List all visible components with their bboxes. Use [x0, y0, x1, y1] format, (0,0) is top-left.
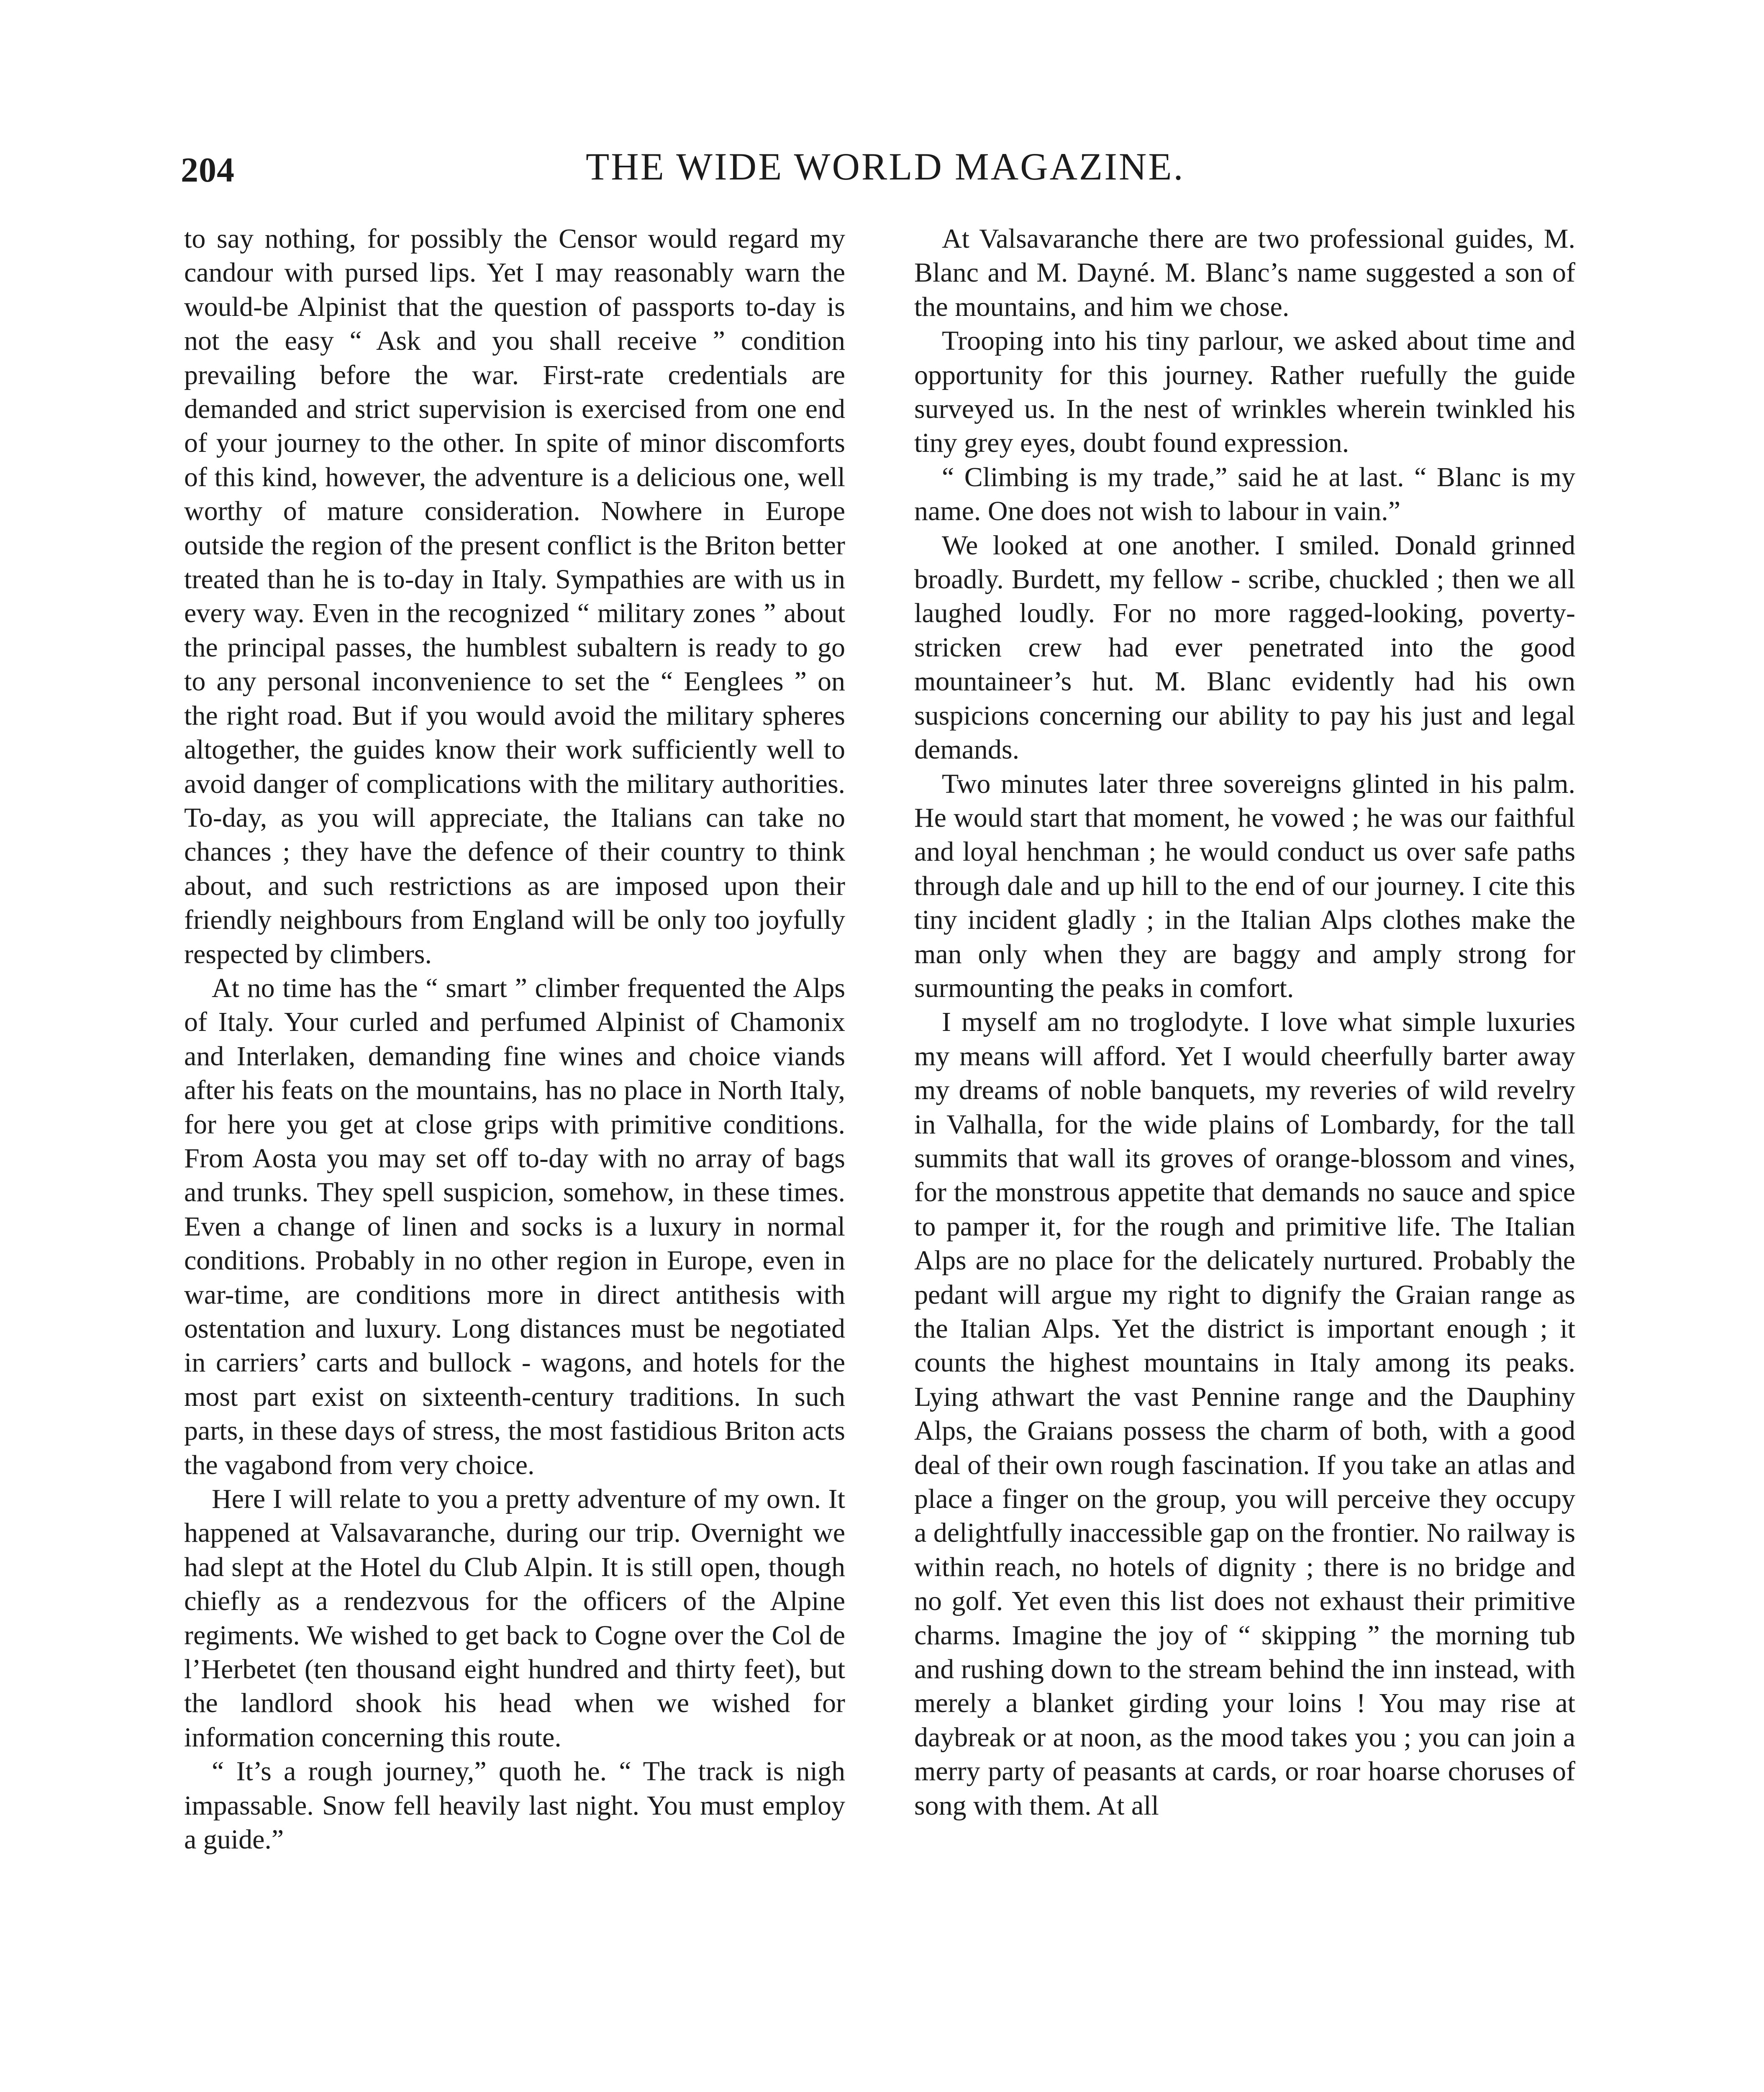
left-column: [184, 222, 845, 1857]
paragraph: Here I will relate to you a pretty adventure of my own. It happened at Valsavaranche, during our trip. Overnight we had slept at the Hotel du Club Alpin. It is still open, though chiefly as a rendezvous for the officers of the Alpine regiments. We wished to get back to Cogne over the Col de l’Herbetet (ten thousand eight hundred and thirty feet), but the landlord shook his head when we wished for information concerning this route.: [184, 1484, 845, 1753]
paragraph: Two minutes later three sovereigns glinted in his palm. He would start that moment, he vowed ; he was our faithful and loyal henchman ; he would conduct us over safe paths through dale and up hill to the end of our journey. I cite this tiny incident gladly ; in the Italian Alps clothes make the man only when they are baggy and amply strong for surmounting the peaks in comfort.: [914, 768, 1575, 1003]
paragraph: “ It’s a rough journey,” quoth he. “ The track is nigh impassable. Snow fell heavily last night. You must employ a guide.”: [184, 1756, 845, 1855]
paragraph: to say nothing, for possibly the Censor would regard my candour with pursed lips. Yet I may reasonably warn the would-be Alpinist that the question of passports to-day is not the easy “ Ask and you shall receive ” condition prevailing before the war. First-rate credentials are demanded and strict supervision is exercised from one end of your journey to the other. In spite of minor discomforts of this kind, however, the adventure is a delicious one, well worthy of mature consideration. Nowhere in Europe outside the region of the present conflict is the Briton better treated than he is to-day in Italy. Sympathies are with us in every way. Even in the recognized “ military zones ” about the principal passes, the humblest subaltern is ready to go to any personal inconvenience to set the “ Eenglees ” on the right road. But if you would avoid the military spheres altogether, the guides know their work sufficiently well to avoid danger of complications with the military authorities. To-day, as you will appreciate, the Italians can take no chances ; they have the defence of their country to think about, and such restrictions as are imposed upon their friendly neighbours from England will be only too joyfully respected by climbers.: [184, 223, 845, 969]
page-number: 204: [181, 151, 235, 190]
paragraph: At Valsavaranche there are two professional guides, M. Blanc and M. Dayné. M. Blanc’s name suggested a son of the mountains, and him we chose.: [914, 223, 1575, 322]
right-column: [914, 222, 1575, 1823]
paragraph: I myself am no troglodyte. I love what simple luxuries my means will afford. Yet I would cheerfully barter away my dreams of noble banquets, my reveries of wild revelry in Valhalla, for the wide plains of Lombardy, for the tall summits that wall its groves of orange-blossom and vines, for the monstrous appetite that demands no sauce and spice to pamper it, for the rough and primitive life. The Italian Alps are no place for the delicately nurtured. Probably the pedant will argue my right to dignify the Graian range as the Italian Alps. Yet the district is important enough ; it counts the highest mountains in Italy among its peaks. Lying athwart the vast Pennine range and the Dauphiny Alps, the Graians possess the charm of both, with a good deal of their own rough fascination. If you take an atlas and place a finger on the group, you will perceive they occupy a delightfully inaccessible gap on the frontier. No railway is within reach, no hotels of dignity ; there is no bridge and no golf. Yet even this list does not exhaust their primitive charms. Imagine the joy of “ skipping ” the morning tub and rushing down to the stream behind the inn instead, with merely a blanket girding your loins ! You may rise at daybreak or at noon, as the mood takes you ; you can join a merry party of peasants at cards, or roar hoarse choruses of song with them. At all: [914, 1007, 1575, 1821]
paragraph: At no time has the “ smart ” climber frequented the Alps of Italy. Your curled and perfumed Alpinist of Chamonix and Interlaken, demanding fine wines and choice viands after his feats on the mountains, has no place in North Italy, for here you get at close grips with primitive conditions. From Aosta you may set off to-day with no array of bags and trunks. They spell suspicion, somehow, in these times. Even a change of linen and socks is a luxury in normal conditions. Probably in no other region in Europe, even in war-time, are conditions more in direct antithesis with ostentation and luxury. Long distances must be negotiated in carriers’ carts and bullock - wagons, and hotels for the most part exist on sixteenth-century traditions. In such parts, in these days of stress, the most fastidious Briton acts the vagabond from very choice.: [184, 972, 845, 1480]
paragraph: Trooping into his tiny parlour, we asked about time and opportunity for this journey. Rather ruefully the guide surveyed us. In the nest of wrinkles wherein twinkled his tiny grey eyes, doubt found expression.: [914, 326, 1575, 459]
running-head: THE WIDE WORLD MAGAZINE.: [586, 145, 1185, 188]
paragraph: We looked at one another. I smiled. Donald grinned broadly. Burdett, my fellow - scribe, chuckled ; then we all laughed loudly. For no more ragged-looking, poverty-stricken crew had ever penetrated into the good mountaineer’s hut. M. Blanc evidently had his own suspicions concerning our ability to pay his just and legal demands.: [914, 530, 1575, 765]
paragraph: “ Climbing is my trade,” said he at last. “ Blanc is my name. One does not wish to labour in vain.”: [914, 461, 1575, 527]
